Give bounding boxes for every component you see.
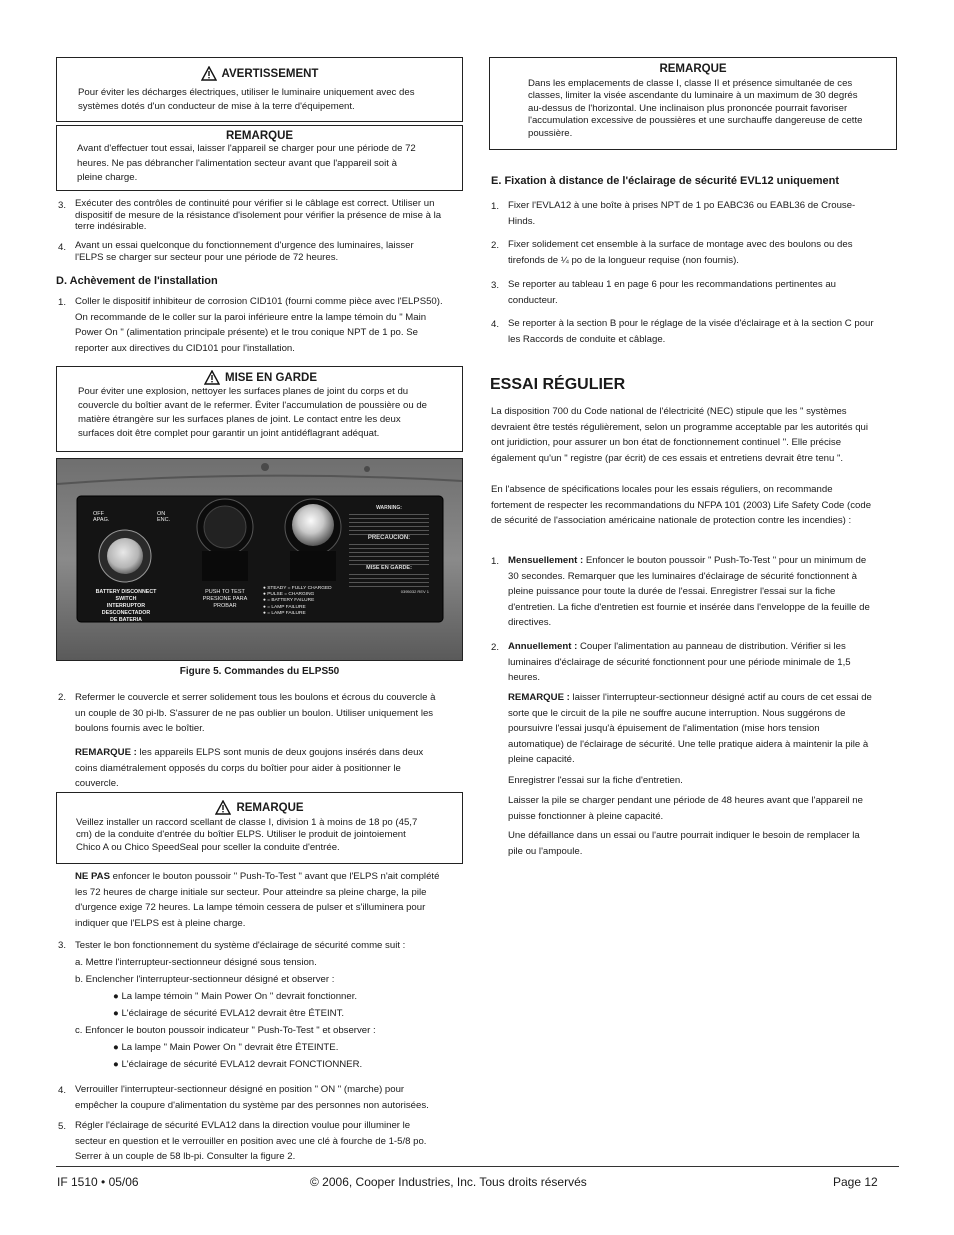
section-d-heading: D. Achèvement de l'installation xyxy=(56,275,218,287)
caution-box: MISE EN GARDE Pour éviter une explosion, nettoyer les surfaces planes de joint du corps et du couvercle du boîtier avant de le refermer. Éviter l'accumulation de poussière ou de matière étrangère sur les surfaces planes de joint. Le contact entre les deux surfaces doit être complet pour garantir un joint antidéflagrant adéquat. xyxy=(56,366,463,452)
note-title: REMARQUE xyxy=(236,801,304,814)
warning-triangle-icon xyxy=(204,370,220,385)
note-title: REMARQUE xyxy=(659,63,727,75)
list-item: Exécuter des contrôles de continuité pour vérifier si le câblage est correct. Utiliser un dispositif de mesure de la résistance d'isolement pour vérifier la présence de mise à la terre indésirable. xyxy=(75,198,442,232)
section-e-heading: E. Fixation à distance de l'éclairage de sécurité EVL12 uniquement xyxy=(491,175,840,187)
list-item: Fixer l'EVLA12 à une boîte à prises NPT de 1 po EABC36 ou EABL36 de Crouse- Hinds. xyxy=(508,200,856,227)
footer-doc-id: IF 1510 • 05/06 xyxy=(57,1175,139,1189)
warning-triangle-icon xyxy=(201,66,217,81)
warning-text: Pour éviter les décharges électriques, utiliser le luminaire uniquement avec des systèmes dotés d'un conducteur de mise à la terre d'équipement. xyxy=(78,87,415,112)
paragraph: Une défaillance dans un essai ou l'autre pourrait indiquer le besoin de remplacer la pile ou l'ampoule. xyxy=(508,830,860,857)
note-title: REMARQUE xyxy=(225,130,294,142)
essai-regulier-heading: ESSAI RÉGULIER xyxy=(490,376,626,393)
list-item: Avant un essai quelconque du fonctionnement d'urgence des luminaires, laisser l'ELPS se charger sur secteur pour une période de 72 heures. xyxy=(75,240,414,263)
list-item: Se reporter au tableau 1 en page 6 pour les recommandations pertinentes au conducteur. xyxy=(508,279,837,306)
list-item: Verrouiller l'interrupteur-sectionneur désigné en position " ON " (marche) pour empêcher la coupure d'alimentation du système par des personnes non autorisées. xyxy=(75,1084,429,1111)
figure-caption: Figure 5. Commandes du ELPS50 xyxy=(179,666,340,677)
footer-copyright: © 2006, Cooper Industries, Inc. Tous droits réservés xyxy=(310,1175,587,1189)
warning-triangle-icon xyxy=(215,800,231,815)
list-item: Fixer solidement cet ensemble à la surface de montage avec des boulons ou des tirefonds de ¼ po de la longueur requise (non fournis). xyxy=(508,239,853,266)
list-item: Mensuellement : Enfoncer le bouton poussoir " Push-To-Test " pour un minimum de 30 secondes. Remarquer que les luminaires d'éclairage de sécurité fonctionnent à pleine puissance pour toute la durée de l'essai. Enregistrer l'essai sur la fiche d'entretien. La fiche d'entretien est fournie et insérée dans l'enveloppe de la feuille de directives. xyxy=(508,555,870,629)
list-item: Régler l'éclairage de sécurité EVLA12 dans la direction voulue pour illuminer le secteur en question et le verrouiller en position avec une clé à fourche de 1-5/8 po. Serrer à un couple de 58 lb-pi. Consulter la figure 2. xyxy=(75,1120,427,1162)
ne-pas-paragraph: NE PAS enfoncer le bouton poussoir " Push-To-Test " avant que l'ELPS n'ait complété les 72 heures de charge initiale sur secteur. Pour atteindre sa pleine charge, la pile d'urgence exige 72 heures. La lampe témoin cessera de pulser et s'illuminera pour indiquer que l'ELPS est à pleine charge. xyxy=(75,871,440,929)
paragraph: Laisser la pile se charger pendant une période de 48 heures avant que l'appareil ne puisse fonctionner à pleine capacité. xyxy=(508,795,863,822)
paragraph: La disposition 700 du Code national de l'électricité (NEC) stipule que les " systèmes devraient être testés régulièrement, selon un programme acceptable par les autorités qui ont juridiction, pour assurer un bon état de fonctionnement continuel ". Elle précise également qu'un " registre (par écrit) de ces essais et entretiens devrait être tenu ". xyxy=(491,406,869,464)
warning-title: AVERTISSEMENT xyxy=(221,67,319,80)
list-item: Se reporter à la section B pour le réglage de la visée d'éclairage et à la section C pour les Raccords de conduite et câblage. xyxy=(508,318,874,345)
note-box-seal: REMARQUE Veillez installer un raccord scellant de classe I, division 1 à moins de 18 po (45,7 cm) de la conduite d'entrée du boîtier ELPS. Utiliser le produit de jointoiement Chico A ou Chico SpeedSeal pour sceller la conduite d'entrée. xyxy=(56,792,463,864)
note-box-aiming: REMARQUE Dans les emplacements de classe I, classe II et présence simultanée de ces classes, limiter la visée ascendante du luminaire à un maximum de 30 degrés au-dessus de l'horizontal. Une inclinaison plus prononcée pourrait favoriser l'accumulation excessive de poussières et une surchauffe dangereuse de cette poussière. xyxy=(489,57,897,150)
list-item: Coller le dispositif inhibiteur de corrosion CID101 (fourni comme pièce avec l'ELPS50). On recommande de le coller sur la paroi inférieure entre la lampe témoin du " Main Power On " (alimentation principale présente) et le trou conique NPT de 1 po. Se reporter aux directives du CID101 pour l'installation. xyxy=(75,296,443,355)
footer-divider xyxy=(56,1166,899,1167)
list-item: Annuellement : Couper l'alimentation au panneau de distribution. Vérifier si les luminaires d'éclairage de sécurité fonctionnent pour une période minimale de 1,5 heures. xyxy=(508,641,851,684)
figure-5-photo: OFF APAG. ON ENC. BATTERY DISCONNECT SWITCH INTERRUPTOR DESCONECTADOR DE BATERIA PUSH TO TEST PRESIONE PARA PROBAR ● STEADY = FULLY CHARGED ● PULSE = CHARGING ● = BATTERY FAILURE ● = LAMP FAILURE ● = LAMP FAILURE WARNING: PRECAUCION: MISE EN GARDE: 0395032 REV 1 xyxy=(56,458,463,661)
caution-title: MISE EN GARDE xyxy=(224,371,317,384)
warning-box xyxy=(56,57,463,122)
paragraph: En l'absence de spécifications locales pour les essais réguliers, on recommande fortement de respecter les recommandations du NFPA 101 (2003) Life Safety Code (code de sécurité de l'association américaine nationale de protection contre les incendies) : xyxy=(491,484,872,527)
list-item: Refermer le couvercle et serrer solidement tous les boulons et écrous du couvercle à un couple de 30 pi-lb. S'assurer de ne pas oublier un boulon. Utiliser uniquement les boulons fournis avec le boîtier. xyxy=(75,692,436,735)
remarque-paragraph: REMARQUE : laisser l'interrupteur-sectionneur désigné actif au cours de cet essai de sorte que le circuit de la pile ne souffre aucune interruption. Nous suggérons de poursuivre l'essai jusqu'à épuisement de l'alimentation (mise hors tension automatique) de l'éclairage de sécurité. Une telle pratique aidera à maintenir la pile à pleine capacité. xyxy=(508,692,872,766)
note-box-charge: REMARQUE Avant d'effectuer tout essai, laisser l'appareil se charger pour une période de 72 heures. Ne pas débrancher l'alimentation secteur avant que l'appareil soit à pleine charge. xyxy=(56,125,463,191)
remarque-inline: REMARQUE : les appareils ELPS sont munis de deux goujons insérés dans deux coins diamétralement opposés du corps du boîtier pour aider à positionner le couvercle. xyxy=(75,747,424,789)
footer-page-number: Page 12 xyxy=(833,1175,878,1189)
